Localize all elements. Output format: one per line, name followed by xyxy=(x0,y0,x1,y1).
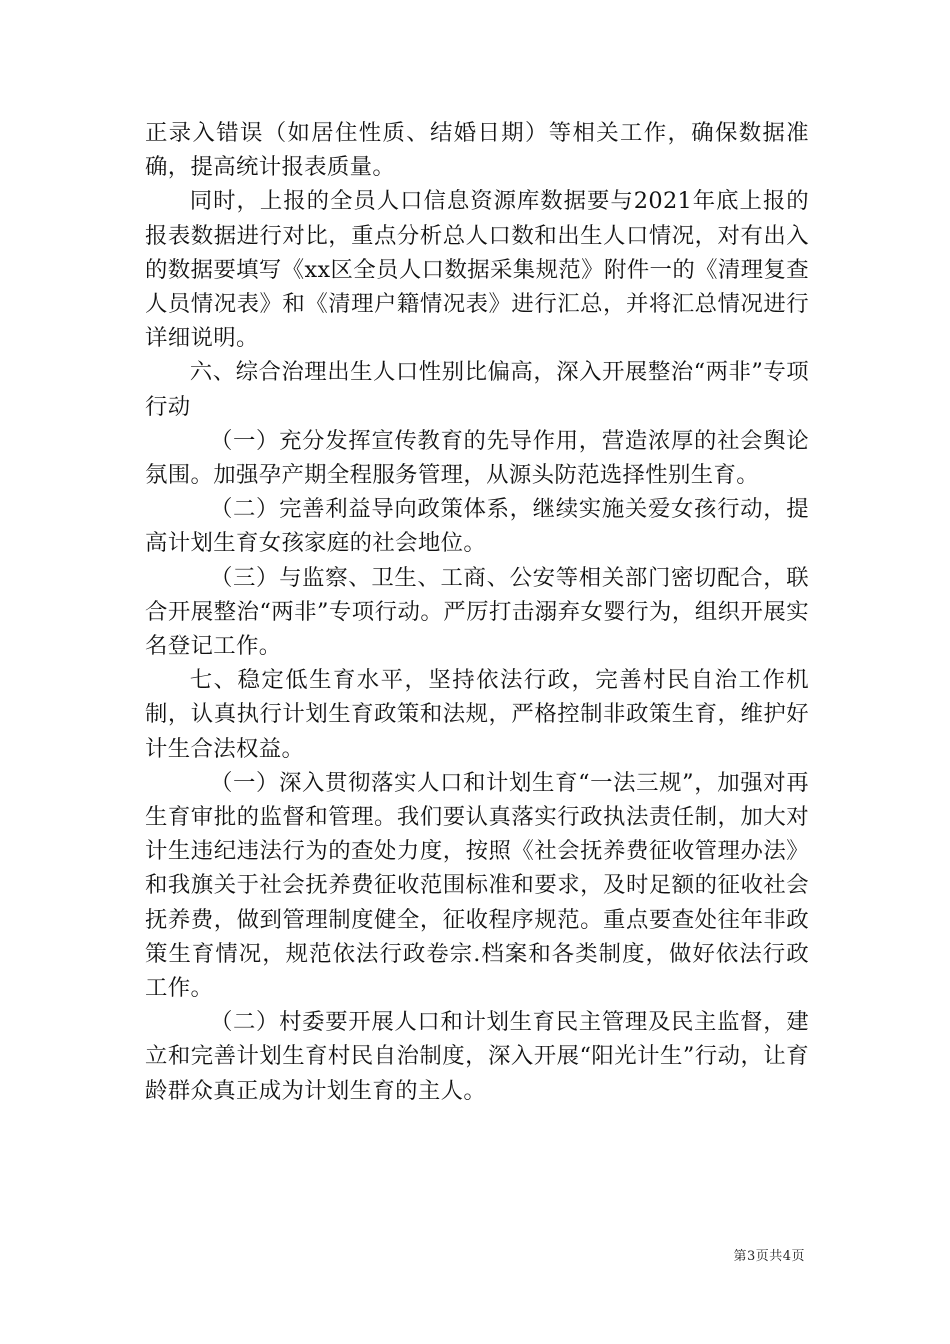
paragraph-six-item-two: （二）完善利益导向政策体系，继续实施关爱女孩行动，提高计划生育女孩家庭的社会地位。 xyxy=(145,496,809,557)
section-heading-six: 六、综合治理出生人口性别比偏高，深入开展整治“两非”专项行动 xyxy=(145,359,809,420)
section-heading-seven: 七、稳定低生育水平，坚持依法行政，完善村民自治工作机制，认真执行计划生育政策和法规，严格控制非政策生育，维护好计生合法权益。 xyxy=(145,667,809,762)
paragraph-data-comparison: 同时，上报的全员人口信息资源库数据要与2021年底上报的报表数据进行对比，重点分析总人口数和出生人口情况，对有出入的数据要填写《xx区全员人口数据采集规范》附件一的《清理复查人员情况表》和《清理户籍情况表》进行汇总，并将汇总情况进行详细说明。 xyxy=(145,188,809,352)
paragraph-continuation: 正录入错误（如居住性质、结婚日期）等相关工作，确保数据准确，提高统计报表质量。 xyxy=(145,120,809,181)
paragraph-seven-item-one: （一）深入贯彻落实人口和计划生育“一法三规”，加强对再生育审批的监督和管理。我们要认真落实行政执法责任制，加大对计生违纪违法行为的查处力度，按照《社会抚养费征收管理办法》和我旗关于社会抚养费征收范围标准和要求，及时足额的征收社会抚养费，做到管理制度健全，征收程序规范。重点要查处往年非政策生育情况，规范依法行政卷宗.档案和各类制度，做好依法行政工作。 xyxy=(145,769,809,1002)
page-number-footer: 第3页共4页 xyxy=(733,1249,805,1264)
document-body xyxy=(145,116,809,1108)
paragraph-six-item-three: （三）与监察、卫生、工商、公安等相关部门密切配合，联合开展整治“两非”专项行动。严厉打击溺弃女婴行为，组织开展实名登记工作。 xyxy=(145,564,809,660)
paragraph-six-item-one: （一）充分发挥宣传教育的先导作用，营造浓厚的社会舆论氛围。加强孕产期全程服务管理，从源头防范选择性别生育。 xyxy=(145,427,809,489)
paragraph-seven-item-two: （二）村委要开展人口和计划生育民主管理及民主监督，建立和完善计划生育村民自治制度，深入开展“阳光计生”行动，让育龄群众真正成为计划生育的主人。 xyxy=(145,1009,809,1104)
